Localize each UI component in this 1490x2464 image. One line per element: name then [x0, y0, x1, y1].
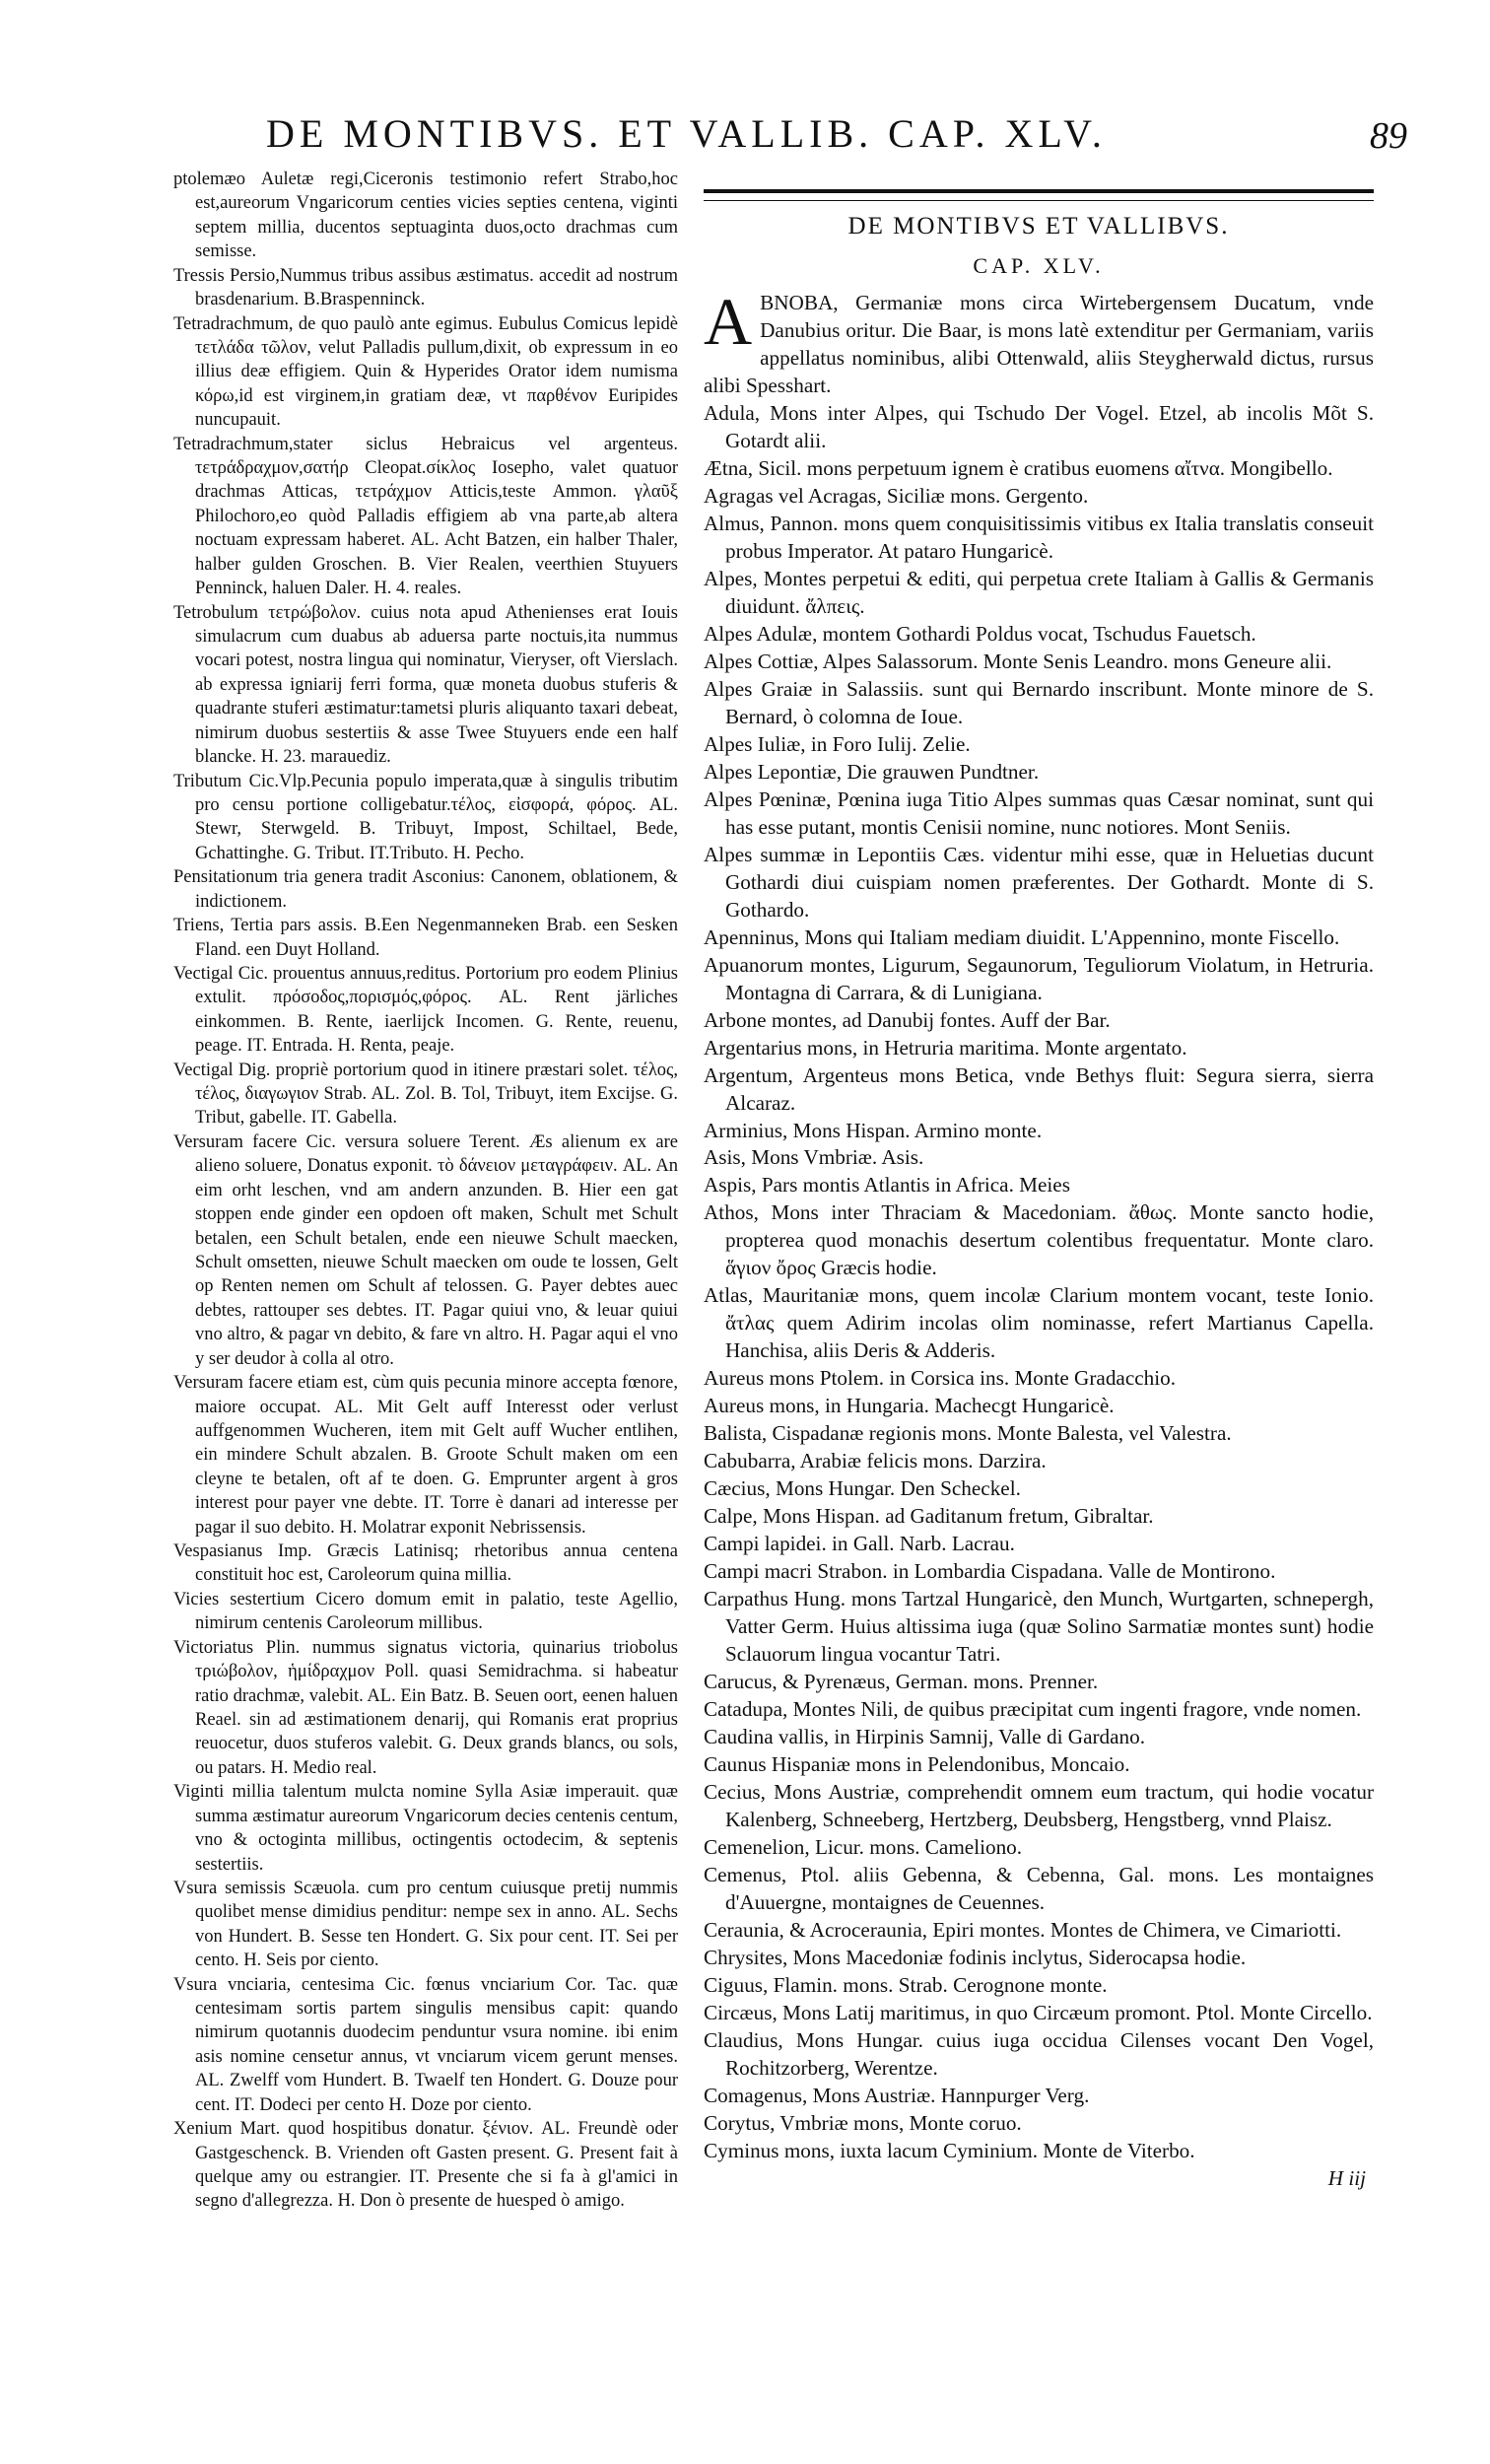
dictionary-entry: Ceraunia, & Acroceraunia, Epiri montes. Montes de Chimera, ve Cimariotti.	[704, 1918, 1342, 1943]
dictionary-entry: Tressis Persio,Nummus tribus assibus æstimatus. accedit ad nostrum brasdenarium. B.Braspenninck.	[173, 265, 678, 310]
dictionary-entry: Ciguus, Flamin. mons. Strab. Cerognone monte.	[704, 1973, 1108, 1998]
dictionary-entry: Calpe, Mons Hispan. ad Gaditanum fretum, Gibraltar.	[704, 1504, 1154, 1529]
chapter-heading: CAP. XLV.	[973, 252, 1105, 278]
section-rule	[704, 189, 1374, 201]
dictionary-entry: Versuram facere etiam est, cùm quis pecunia minore accepta fœnore, maiore occupat. AL. Mit Gelt auff Interesst oder verlust auffgenommen Wucheren, item mit Gelt auff Wucher entlihen, ein mindere Schult abzalen. B. Groote Schult maken om een cleyne te betalen, oft af te doen. G. Emprunter argent à gros interest pour payer vne debte. IT. Torre è danari ad interesse per pagar il suo debito. H. Molatrar exponit Nebrissensis.	[173, 1373, 678, 1538]
dictionary-entry: Vespasianus Imp. Græcis Latinisq; rhetoribus annua centena constituit hoc est, Caroleorum quina millia.	[173, 1541, 678, 1586]
dictionary-entry: Xenium Mart. quod hospitibus donatur. ξένιον. AL. Freundè oder Gastgeschenck. B. Vrienden oft Gasten present. G. Present fait à quelque amy ou estrangier. IT. Presente che si fa à gl'amici in segno d'allegrezza. H. Don ò presente de huesped ò amigo.	[173, 2119, 678, 2212]
dictionary-entry: Adula, Mons inter Alpes, qui Tschudo Der Vogel. Etzel, ab incolis Mõt S. Gotardt alii.	[704, 400, 1374, 452]
running-head: DE MONTIBVS. ET VALLIB. CAP. XLV.	[266, 111, 1107, 156]
dictionary-entry: Campi macri Strabon. in Lombardia Cispadana. Valle de Montirono.	[704, 1559, 1276, 1584]
dictionary-entry: Balista, Cispadanæ regionis mons. Monte Balesta, vel Valestra.	[704, 1421, 1232, 1446]
dictionary-entry: Apenninus, Mons qui Italiam mediam diuidit. L'Appennino, monte Fiscello.	[704, 924, 1340, 949]
dictionary-entry: Alpes Iuliæ, in Foro Iulij. Zelie.	[704, 731, 971, 756]
dictionary-entry: Cabubarra, Arabiæ felicis mons. Darzira.	[704, 1449, 1047, 1473]
dictionary-entry: Tetradrachmum,stater siclus Hebraicus vel argenteus. τετράδραχμον,σατήρ Cleopat.σίκλος Iosepho, valet quatuor drachmas Atticas, τετράχμον Atticis,teste Ammon. γλαῦξ Philochoro,eo quòd Palladis effigiem ab vna parte,ab altera noctuam expressam haberet. AL. Acht Batzen, ein halber Thaler, halber gulden Groschen. B. Vier Realen, veerthien Stuyuers Penninck, haluen Daler. H. 4. reales.	[173, 434, 678, 599]
dictionary-entry: Vsura semissis Scæuola. cum pro centum cuiusque pretij nummis quolibet mense dimidius penditur: nempe sex in anno. AL. Sechs von Hundert. B. Sesse ten Hondert. G. Six pour cent. IT. Sei per cento. H. Seis por ciento.	[173, 1878, 678, 1971]
dictionary-entry: Alpes Graiæ in Salassiis. sunt qui Bernardo inscribunt. Monte minore de S. Bernard, ò colomna de Ioue.	[704, 676, 1374, 728]
section-title: DE MONTIBVS ET VALLIBVS.	[847, 213, 1230, 240]
page-number: 89	[1370, 115, 1407, 157]
dictionary-entry: Argentum, Argenteus mons Betica, vnde Bethys fluit: Segura sierra, sierra Alcaraz.	[704, 1062, 1374, 1115]
dictionary-entry: Triens, Tertia pars assis. B.Een Negenmanneken Brab. een Sesken Fland. een Duyt Holland.	[173, 916, 678, 960]
drop-cap: A	[704, 283, 753, 359]
dictionary-entry: Pensitationum tria genera tradit Asconius: Canonem, oblationem, & indictionem.	[173, 867, 678, 912]
dictionary-entry: Athos, Mons inter Thraciam & Macedoniam. ἄθως. Monte sancto hodie, propterea quod monachis desertum colentibus frequentatur. Monte claro. ἅγιον ὄρος Græcis hodie.	[704, 1200, 1374, 1280]
dictionary-entry: Carucus, & Pyrenæus, German. mons. Prenner.	[704, 1670, 1099, 1694]
dictionary-entry: Aspis, Pars montis Atlantis in Africa. Meies	[704, 1173, 1070, 1198]
dictionary-entry: Atlas, Mauritaniæ mons, quem incolæ Clarium montem vocant, teste Ionio. ἄτλας quem Adirim incolas olim nominasse, refert Martianus Capella. Hanchisa, aliis Deris & Adderis.	[704, 1283, 1374, 1363]
dictionary-entry: Cemenus, Ptol. aliis Gebenna, & Cebenna, Gal. mons. Les montaignes d'Auuergne, montaignes de Ceuennes.	[704, 1863, 1374, 1915]
left-column	[173, 168, 678, 2214]
dictionary-entry: Apuanorum montes, Ligurum, Segaunorum, Teguliorum Violatum, in Hetruria. Montagna di Carrara, & di Lunigiana.	[704, 952, 1374, 1004]
dictionary-entry: Victoriatus Plin. nummus signatus victoria, quinarius triobolus τριώβολον, ἡμίδραχμον Poll. quasi Semidrachma. si habeatur ratio drachmæ, valebit. AL. Ein Batz. B. Seuen oort, eenen haluen Reael. sin ad æstimationem denarij, qui Romanis erat proprius reuocetur, duos stuferos valebit. G. Deux grands blancs, ou sols, ou patars. H. Medio real.	[173, 1637, 678, 1778]
first-entry-text: BNOBA, Germaniæ mons circa Wirtebergensem Ducatum, vnde Danubius oritur. Die Baar, is mons latè extenditur per Germaniam, variis appellatus nominibus, alibi Ottenwald, aliis Steygherwald dictus, rursus alibi Spesshart.	[704, 290, 1374, 397]
dictionary-entry: Catadupa, Montes Nili, de quibus præcipitat cum ingenti fragore, vnde nomen.	[704, 1697, 1362, 1722]
dictionary-entry: Alpes Pœninæ, Pœnina iuga Titio Alpes summas quas Cæsar nominat, sunt qui has esse putant, montis Cenisii nomine, nunc notiores. Mont Seniis.	[704, 787, 1374, 839]
dictionary-entry: Carpathus Hung. mons Tartzal Hungaricè, den Munch, Wurtgarten, schnepergh, Vatter Germ. Huius altissima iuga (quæ Solino Sarmatiæ montes sunt) hodie Sclauorum lingua vocantur Tatri.	[704, 1587, 1374, 1667]
right-column	[704, 168, 1374, 2193]
dictionary-entry: Alpes Cottiæ, Alpes Salassorum. Monte Senis Leandro. mons Geneure alii.	[704, 649, 1332, 673]
dictionary-entry: Alpes, Montes perpetui & editi, qui perpetua crete Italiam à Gallis & Germanis diuidunt. ἄλπεις.	[704, 566, 1374, 618]
dictionary-entry: Circæus, Mons Latij maritimus, in quo Circæum promont. Ptol. Monte Circello.	[704, 2001, 1373, 2024]
dictionary-entry: Arbone montes, ad Danubij fontes. Auff der Bar.	[704, 1007, 1111, 1032]
dictionary-entry: Corytus, Vmbriæ mons, Monte coruo.	[704, 2110, 1022, 2135]
dictionary-entry: Viginti millia talentum mulcta nomine Sylla Asiæ imperauit. quæ summa æstimatur aureorum Vngaricorum decies centenis centum, vno & octoginta millibus, octingentis octodecim, & septenis sestertiis.	[173, 1782, 678, 1875]
dictionary-entry: Agragas vel Acragas, Siciliæ mons. Gergento.	[704, 483, 1089, 508]
dictionary-entry: Cemenelion, Licur. mons. Cameliono.	[704, 1835, 1023, 1860]
dictionary-entry: Argentarius mons, in Hetruria maritima. Monte argentato.	[704, 1035, 1187, 1060]
dictionary-entry: ptolemæo Auletæ regi,Ciceronis testimonio refert Strabo,hoc est,aureorum Vngaricorum centies vicies septies centena, viginti septem millia, ducentos septuaginta duos,octo drachmas cum semisse.	[173, 170, 678, 262]
dictionary-entry: Almus, Pannon. mons quem conquisitissimis vitibus ex Italia translatis conseuit probus Imperator. At pataro Hungaricè.	[704, 511, 1374, 563]
dictionary-entry: Vsura vnciaria, centesima Cic. fœnus vnciarium Cor. Tac. quæ centesimam sortis partem singulis mensibus capit: quando nimirum quotannis duodecim penduntur vsura nomine. ibi enim asis nomine censetur annus, vt vnciarum vicem gerunt menses. AL. Zwelff vom Hundert. B. Twaelf ten Hondert. G. Douze pour cent. IT. Dodeci per cento H. Doze por ciento.	[173, 1974, 678, 2115]
dictionary-entry: Vectigal Dig. propriè portorium quod in itinere præstari solet. τέλος, τέλος, διαγωγιον Strab. AL. Zol. B. Tol, Tribuyt, item Excijse. G. Tribut, gabelle. IT. Gabella.	[173, 1060, 678, 1129]
dictionary-entry: Alpes Lepontiæ, Die grauwen Pundtner.	[704, 759, 1040, 784]
dictionary-entry: Aureus mons Ptolem. in Corsica ins. Monte Gradacchio.	[704, 1366, 1176, 1391]
dictionary-entry: Tetradrachmum, de quo paulò ante egimus. Eubulus Comicus lepidè τετλάδα τῶλον, velut Palladis pullum,dixit, ob expressum in eo illius deæ effigiem. Quin & Hyperides Orator idem numisma κόρω,id est virginem,in gratiam deæ, vt παρθένον Euripides nuncupauit.	[173, 313, 678, 431]
dictionary-entry: Tributum Cic.Vlp.Pecunia populo imperata,quæ à singulis tributim pro censu portione colligebatur.τέλος, εἰσφορά, φόρος. AL. Stewr, Sterwgeld. B. Tribuyt, Impost, Schiltael, Bede, Gchattinghe. G. Tribut. IT.Tributo. H. Pecho.	[173, 771, 678, 863]
dictionary-entry: Cæcius, Mons Hungar. Den Scheckel.	[704, 1476, 1021, 1501]
right-entries	[704, 400, 1374, 2165]
dictionary-entry: Caudina vallis, in Hirpinis Samnij, Valle di Gardano.	[704, 1725, 1146, 1749]
dictionary-entry: Claudius, Mons Hungar. cuius iuga occidua Cilenses vocant Den Vogel, Rochitzorberg, Werentze.	[704, 2027, 1374, 2080]
dictionary-entry: Aureus mons, in Hungaria. Machecgt Hungaricè.	[704, 1394, 1115, 1418]
dictionary-entry: Ætna, Sicil. mons perpetuum ignem è cratibus euomens αἴτνα. Mongibello.	[704, 455, 1333, 480]
dictionary-entry: Vectigal Cic. prouentus annuus,reditus. Portorium pro eodem Plinius extulit. πρόσοδος,πορισμός,φόρος. AL. Rent järliches einkommen. B. Rente, iaerlijck Incomen. G. Rente, reuenu, peage. IT. Entrada. H. Renta, peaje.	[173, 963, 678, 1057]
dictionary-entry: Cecius, Mons Austriæ, comprehendit omnem eum tractum, qui hodie vocatur Kalenberg, Schneeberg, Hertzberg, Deubsberg, Hengstberg, vnnd Plaisz.	[704, 1780, 1374, 1832]
dictionary-entry: Caunus Hispaniæ mons in Pelendonibus, Moncaio.	[704, 1752, 1130, 1777]
dictionary-entry: Tetrobulum τετρώβολον. cuius nota apud Athenienses erat Iouis simulacrum cum duabus ab aduersa parte noctuis,ita nummus vocari potest, nostra lingua qui nominatur, Vieryser, oft Vierslach. ab expressa igniarij ferri forma, quæ moneta duobus stuferis & quadrante stuferi æstimatur:tametsi pluris aliquanto taxari debeat, nimirum duobus sestertiis & asse Twee Stuyuers ende een half blancke. H. 23. marauediz.	[173, 602, 678, 768]
dictionary-entry: Vicies sestertium Cicero domum emit in palatio, teste Agellio, nimirum centenis Caroleorum millibus.	[173, 1589, 678, 1634]
dictionary-entry: Campi lapidei. in Gall. Narb. Lacrau.	[704, 1532, 1015, 1556]
dictionary-entry: Arminius, Mons Hispan. Armino monte.	[704, 1118, 1043, 1142]
signature-mark: H iij	[1327, 2165, 1366, 2190]
dictionary-entry: Alpes summæ in Lepontiis Cæs. videntur mihi esse, quæ in Heluetias ducunt Gothardi diui cuispiam nomen præferentes. Der Gothardt. Monte di S. Gothardo.	[704, 842, 1374, 922]
dictionary-entry: Chrysites, Mons Macedoniæ fodinis inclytus, Siderocapsa hodie.	[704, 1946, 1247, 1970]
dictionary-entry: Alpes Adulæ, montem Gothardi Poldus vocat, Tschudus Fauetsch.	[704, 621, 1256, 646]
dictionary-entry: Asis, Mons Vmbriæ. Asis.	[704, 1145, 924, 1170]
first-entry	[704, 283, 1374, 400]
dictionary-entry: Comagenus, Mons Austriæ. Hannpurger Verg.	[704, 2083, 1090, 2107]
dictionary-entry: Versuram facere Cic. versura soluere Terent. Æs alienum ex are alieno soluere, Donatus exponit. τὸ δάνειον μεταγράφειν. AL. An eim orht leschen, vnd am andern anzunden. B. Hier een gat stoppen ende ginder een opdoen oft maken, Schult met Schult betalen, een Schult betalen, ende een nieuwe Schult maecken, Schult omsetten, nieuwe Schult maecken om oude te lossen, Gelt op Renten nemen om Schult af telossen. G. Payer debtes auec debtes, rattouper ses debtes. IT. Pagar quiui vno, & leuar quiui vno altro, & pagar vn debito, & fare vn altro. H. Pagar aqui el vno y ser deudor à colla al otro.	[173, 1131, 678, 1369]
dictionary-entry: Cyminus mons, iuxta lacum Cyminium. Monte de Viterbo.	[704, 2138, 1195, 2162]
